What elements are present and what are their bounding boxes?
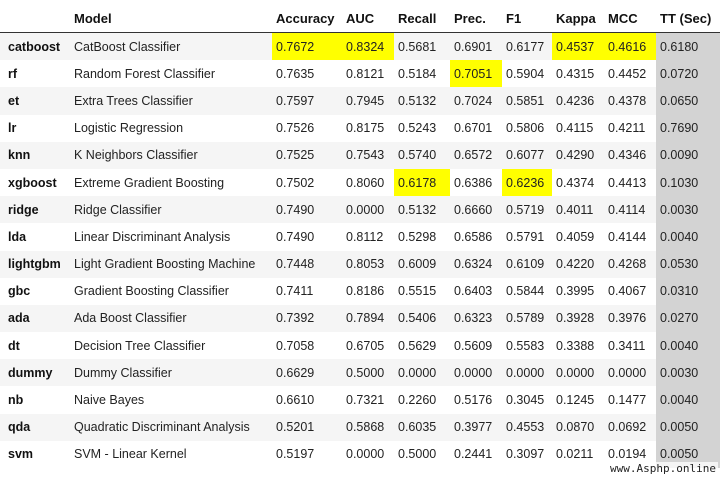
mcc-cell: 0.4268 <box>604 251 656 278</box>
precision-cell: 0.2441 <box>450 441 502 468</box>
row-index: gbc <box>0 278 70 305</box>
accuracy-cell: 0.7448 <box>272 251 342 278</box>
kappa-cell: 0.3995 <box>552 278 604 305</box>
kappa-cell: 0.3388 <box>552 332 604 359</box>
precision-cell: 0.6403 <box>450 278 502 305</box>
mcc-cell: 0.0692 <box>604 414 656 441</box>
tt-sec-cell: 0.0040 <box>656 223 720 250</box>
model-name-cell: Linear Discriminant Analysis <box>70 223 272 250</box>
f1-cell: 0.4553 <box>502 414 552 441</box>
recall-cell: 0.2260 <box>394 386 450 413</box>
model-name-cell: Gradient Boosting Classifier <box>70 278 272 305</box>
precision-cell: 0.7051 <box>450 60 502 87</box>
table-row <box>0 196 720 223</box>
model-name-cell: SVM - Linear Kernel <box>70 441 272 468</box>
model-name-cell: Ada Boost Classifier <box>70 305 272 332</box>
header-accuracy: Accuracy <box>272 4 342 33</box>
mcc-cell: 0.4346 <box>604 142 656 169</box>
f1-cell: 0.5844 <box>502 278 552 305</box>
auc-cell: 0.5000 <box>342 359 394 386</box>
kappa-cell: 0.4290 <box>552 142 604 169</box>
table-row <box>0 223 720 250</box>
mcc-cell: 0.0000 <box>604 359 656 386</box>
precision-cell: 0.7024 <box>450 87 502 114</box>
row-index: et <box>0 87 70 114</box>
header-auc: AUC <box>342 4 394 33</box>
accuracy-cell: 0.6610 <box>272 386 342 413</box>
model-name-cell: Quadratic Discriminant Analysis <box>70 414 272 441</box>
header-tt-sec: TT (Sec) <box>656 4 720 33</box>
mcc-cell: 0.4211 <box>604 115 656 142</box>
accuracy-cell: 0.5201 <box>272 414 342 441</box>
kappa-cell: 0.4374 <box>552 169 604 196</box>
accuracy-cell: 0.5197 <box>272 441 342 468</box>
mcc-cell: 0.4144 <box>604 223 656 250</box>
auc-cell: 0.6705 <box>342 332 394 359</box>
tt-sec-cell: 0.0720 <box>656 60 720 87</box>
model-name-cell: Ridge Classifier <box>70 196 272 223</box>
mcc-cell: 0.4114 <box>604 196 656 223</box>
header-index <box>0 4 70 33</box>
table-row <box>0 414 720 441</box>
table-row <box>0 305 720 332</box>
tt-sec-cell: 0.0270 <box>656 305 720 332</box>
mcc-cell: 0.3411 <box>604 332 656 359</box>
accuracy-cell: 0.7058 <box>272 332 342 359</box>
f1-cell: 0.5791 <box>502 223 552 250</box>
auc-cell: 0.5868 <box>342 414 394 441</box>
table-row <box>0 60 720 87</box>
accuracy-cell: 0.7490 <box>272 196 342 223</box>
header-row <box>0 4 720 33</box>
row-index: rf <box>0 60 70 87</box>
auc-cell: 0.8175 <box>342 115 394 142</box>
auc-cell: 0.7543 <box>342 142 394 169</box>
watermark: www.Asphp.online <box>610 462 716 475</box>
kappa-cell: 0.4059 <box>552 223 604 250</box>
kappa-cell: 0.4537 <box>552 33 604 61</box>
tt-sec-cell: 0.0530 <box>656 251 720 278</box>
row-index: knn <box>0 142 70 169</box>
model-name-cell: CatBoost Classifier <box>70 33 272 61</box>
kappa-cell: 0.4011 <box>552 196 604 223</box>
f1-cell: 0.5789 <box>502 305 552 332</box>
tt-sec-cell: 0.0030 <box>656 196 720 223</box>
table-row <box>0 169 720 196</box>
mcc-cell: 0.0194 <box>604 441 656 468</box>
row-index: lightgbm <box>0 251 70 278</box>
accuracy-cell: 0.6629 <box>272 359 342 386</box>
model-name-cell: Decision Tree Classifier <box>70 332 272 359</box>
precision-cell: 0.3977 <box>450 414 502 441</box>
tt-sec-cell: 0.0040 <box>656 332 720 359</box>
recall-cell: 0.6178 <box>394 169 450 196</box>
accuracy-cell: 0.7502 <box>272 169 342 196</box>
recall-cell: 0.5132 <box>394 87 450 114</box>
auc-cell: 0.8186 <box>342 278 394 305</box>
accuracy-cell: 0.7392 <box>272 305 342 332</box>
header-kappa: Kappa <box>552 4 604 33</box>
model-name-cell: Dummy Classifier <box>70 359 272 386</box>
model-comparison-table <box>0 4 720 468</box>
f1-cell: 0.3045 <box>502 386 552 413</box>
precision-cell: 0.6660 <box>450 196 502 223</box>
table-row <box>0 33 720 61</box>
tt-sec-cell: 0.0050 <box>656 441 720 468</box>
kappa-cell: 0.0000 <box>552 359 604 386</box>
model-name-cell: Logistic Regression <box>70 115 272 142</box>
precision-cell: 0.5609 <box>450 332 502 359</box>
precision-cell: 0.6586 <box>450 223 502 250</box>
accuracy-cell: 0.7525 <box>272 142 342 169</box>
tt-sec-cell: 0.6180 <box>656 33 720 61</box>
auc-cell: 0.8060 <box>342 169 394 196</box>
precision-cell: 0.6701 <box>450 115 502 142</box>
mcc-cell: 0.4378 <box>604 87 656 114</box>
f1-cell: 0.6177 <box>502 33 552 61</box>
mcc-cell: 0.1477 <box>604 386 656 413</box>
accuracy-cell: 0.7672 <box>272 33 342 61</box>
row-index: ada <box>0 305 70 332</box>
row-index: lda <box>0 223 70 250</box>
header-precision: Prec. <box>450 4 502 33</box>
auc-cell: 0.8324 <box>342 33 394 61</box>
precision-cell: 0.6901 <box>450 33 502 61</box>
recall-cell: 0.5629 <box>394 332 450 359</box>
f1-cell: 0.5904 <box>502 60 552 87</box>
f1-cell: 0.0000 <box>502 359 552 386</box>
header-recall: Recall <box>394 4 450 33</box>
f1-cell: 0.5806 <box>502 115 552 142</box>
tt-sec-cell: 0.0310 <box>656 278 720 305</box>
accuracy-cell: 0.7597 <box>272 87 342 114</box>
model-name-cell: Extreme Gradient Boosting <box>70 169 272 196</box>
f1-cell: 0.6109 <box>502 251 552 278</box>
recall-cell: 0.5132 <box>394 196 450 223</box>
mcc-cell: 0.3976 <box>604 305 656 332</box>
header-mcc: MCC <box>604 4 656 33</box>
f1-cell: 0.6077 <box>502 142 552 169</box>
table-row <box>0 332 720 359</box>
tt-sec-cell: 0.0050 <box>656 414 720 441</box>
recall-cell: 0.5184 <box>394 60 450 87</box>
row-index: xgboost <box>0 169 70 196</box>
tt-sec-cell: 0.1030 <box>656 169 720 196</box>
table-row <box>0 359 720 386</box>
recall-cell: 0.5298 <box>394 223 450 250</box>
model-name-cell: Light Gradient Boosting Machine <box>70 251 272 278</box>
row-index: nb <box>0 386 70 413</box>
row-index: dt <box>0 332 70 359</box>
f1-cell: 0.5583 <box>502 332 552 359</box>
mcc-cell: 0.4452 <box>604 60 656 87</box>
header-f1: F1 <box>502 4 552 33</box>
f1-cell: 0.3097 <box>502 441 552 468</box>
recall-cell: 0.6009 <box>394 251 450 278</box>
auc-cell: 0.7894 <box>342 305 394 332</box>
model-name-cell: Extra Trees Classifier <box>70 87 272 114</box>
kappa-cell: 0.4315 <box>552 60 604 87</box>
mcc-cell: 0.4413 <box>604 169 656 196</box>
auc-cell: 0.8121 <box>342 60 394 87</box>
kappa-cell: 0.4220 <box>552 251 604 278</box>
tt-sec-cell: 0.0040 <box>656 386 720 413</box>
f1-cell: 0.6236 <box>502 169 552 196</box>
precision-cell: 0.6572 <box>450 142 502 169</box>
precision-cell: 0.0000 <box>450 359 502 386</box>
precision-cell: 0.5176 <box>450 386 502 413</box>
accuracy-cell: 0.7635 <box>272 60 342 87</box>
precision-cell: 0.6386 <box>450 169 502 196</box>
tt-sec-cell: 0.0090 <box>656 142 720 169</box>
tt-sec-cell: 0.7690 <box>656 115 720 142</box>
kappa-cell: 0.0870 <box>552 414 604 441</box>
auc-cell: 0.8053 <box>342 251 394 278</box>
recall-cell: 0.5243 <box>394 115 450 142</box>
auc-cell: 0.0000 <box>342 196 394 223</box>
row-index: catboost <box>0 33 70 61</box>
model-name-cell: Random Forest Classifier <box>70 60 272 87</box>
auc-cell: 0.7321 <box>342 386 394 413</box>
table-row <box>0 386 720 413</box>
kappa-cell: 0.1245 <box>552 386 604 413</box>
recall-cell: 0.5406 <box>394 305 450 332</box>
recall-cell: 0.5740 <box>394 142 450 169</box>
header-model: Model <box>70 4 272 33</box>
precision-cell: 0.6323 <box>450 305 502 332</box>
mcc-cell: 0.4067 <box>604 278 656 305</box>
recall-cell: 0.5515 <box>394 278 450 305</box>
f1-cell: 0.5851 <box>502 87 552 114</box>
table-row <box>0 278 720 305</box>
auc-cell: 0.0000 <box>342 441 394 468</box>
auc-cell: 0.7945 <box>342 87 394 114</box>
mcc-cell: 0.4616 <box>604 33 656 61</box>
tt-sec-cell: 0.0650 <box>656 87 720 114</box>
tt-sec-cell: 0.0030 <box>656 359 720 386</box>
auc-cell: 0.8112 <box>342 223 394 250</box>
model-name-cell: K Neighbors Classifier <box>70 142 272 169</box>
recall-cell: 0.5681 <box>394 33 450 61</box>
precision-cell: 0.6324 <box>450 251 502 278</box>
kappa-cell: 0.4115 <box>552 115 604 142</box>
accuracy-cell: 0.7411 <box>272 278 342 305</box>
recall-cell: 0.5000 <box>394 441 450 468</box>
kappa-cell: 0.3928 <box>552 305 604 332</box>
table-row <box>0 251 720 278</box>
recall-cell: 0.6035 <box>394 414 450 441</box>
row-index: ridge <box>0 196 70 223</box>
row-index: svm <box>0 441 70 468</box>
table-row <box>0 115 720 142</box>
table-body <box>0 33 720 469</box>
recall-cell: 0.0000 <box>394 359 450 386</box>
row-index: dummy <box>0 359 70 386</box>
f1-cell: 0.5719 <box>502 196 552 223</box>
model-name-cell: Naive Bayes <box>70 386 272 413</box>
accuracy-cell: 0.7526 <box>272 115 342 142</box>
accuracy-cell: 0.7490 <box>272 223 342 250</box>
table-row <box>0 142 720 169</box>
row-index: lr <box>0 115 70 142</box>
table-row <box>0 87 720 114</box>
row-index: qda <box>0 414 70 441</box>
kappa-cell: 0.4236 <box>552 87 604 114</box>
kappa-cell: 0.0211 <box>552 441 604 468</box>
